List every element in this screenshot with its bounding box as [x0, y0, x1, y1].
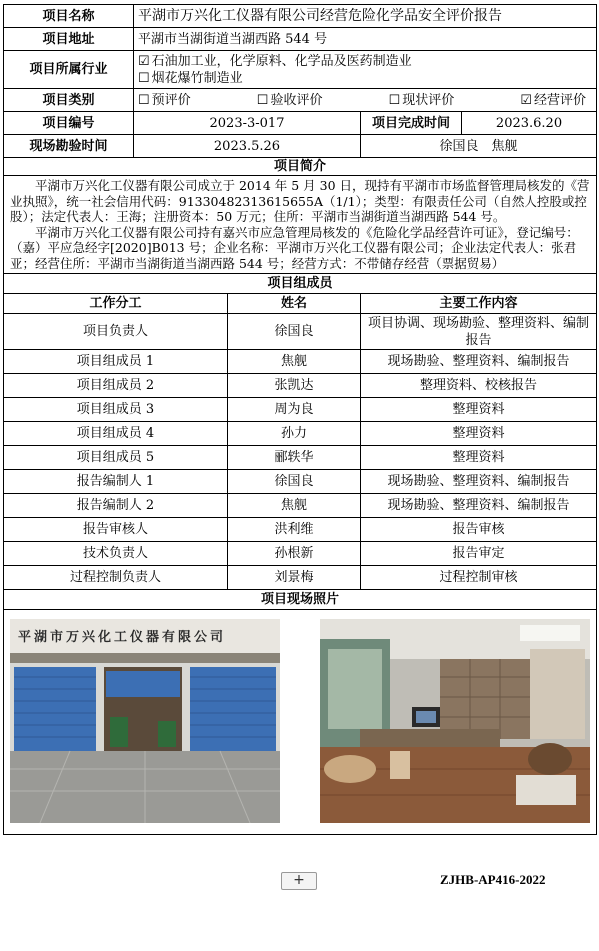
- team-work: 项目协调、现场勘验、整理资料、编制报告: [361, 314, 597, 350]
- team-work: 整理资料: [361, 398, 597, 422]
- team-name: 洪利维: [228, 518, 361, 542]
- team-role: 技术负责人: [4, 542, 228, 566]
- table-row: [4, 314, 597, 350]
- team-work: 报告审核: [361, 518, 597, 542]
- project-no-value: 2023-3-017: [134, 112, 361, 135]
- unchecked-box-icon: ☐: [256, 92, 269, 108]
- unchecked-box-icon: ☐: [388, 92, 401, 108]
- table-row: [4, 566, 597, 590]
- label-completion-time: 项目完成时间: [361, 112, 462, 135]
- industry-value: [134, 51, 597, 89]
- category-acceptance-evaluation: ☐ 验收评价: [256, 92, 323, 108]
- category-operation-evaluation: ☑ 经营评价: [520, 92, 587, 108]
- survey-people-value: 徐国良 焦舰: [361, 135, 597, 158]
- industry-option-1: [138, 53, 592, 70]
- label-project-no: 项目编号: [4, 112, 134, 135]
- industry-option-2: [138, 70, 592, 87]
- table-row: [4, 518, 597, 542]
- team-name: 周为良: [228, 398, 361, 422]
- team-role: 项目组成员 3: [4, 398, 228, 422]
- intro-section-title: 项目简介: [4, 158, 597, 176]
- team-name: 徐国良: [228, 470, 361, 494]
- table-row: [4, 350, 597, 374]
- storefront-photo: [10, 619, 280, 823]
- team-name: 孙力: [228, 422, 361, 446]
- report-info-table: [3, 4, 597, 835]
- table-row: [4, 422, 597, 446]
- team-name: 张凯达: [228, 374, 361, 398]
- team-role: 项目负责人: [4, 314, 228, 350]
- team-header-work: 主要工作内容: [361, 294, 597, 314]
- team-role: 项目组成员 5: [4, 446, 228, 470]
- completion-time-value: 2023.6.20: [462, 112, 597, 135]
- team-work: 现场勘验、整理资料、编制报告: [361, 350, 597, 374]
- checked-box-icon: ☑: [138, 53, 150, 69]
- checked-box-icon: ☑: [520, 92, 532, 108]
- team-work: 整理资料: [361, 446, 597, 470]
- team-role: 报告审核人: [4, 518, 228, 542]
- table-row: [4, 398, 597, 422]
- label-industry: 项目所属行业: [4, 51, 134, 89]
- unchecked-box-icon: ☐: [138, 70, 150, 86]
- storefront-sign-text: 平湖市万兴化工仪器有限公司: [18, 630, 227, 645]
- team-work: 过程控制审核: [361, 566, 597, 590]
- team-section-title: 项目组成员: [4, 274, 597, 294]
- label-project-address: 项目地址: [4, 28, 134, 51]
- table-row: [4, 470, 597, 494]
- survey-date-value: 2023.5.26: [134, 135, 361, 158]
- team-work: 现场勘验、整理资料、编制报告: [361, 470, 597, 494]
- photos-cell: [4, 610, 597, 835]
- team-name: 焦舰: [228, 350, 361, 374]
- table-row: [4, 542, 597, 566]
- unchecked-box-icon: ☐: [138, 92, 150, 108]
- team-role: 项目组成员 2: [4, 374, 228, 398]
- expand-button[interactable]: +: [281, 872, 317, 890]
- team-name: 郦轶华: [228, 446, 361, 470]
- intro-text: [4, 176, 597, 274]
- project-address-value: 平湖市当湖街道当湖西路 544 号: [134, 28, 597, 51]
- team-work: 现场勘验、整理资料、编制报告: [361, 494, 597, 518]
- photos-section-title: 项目现场照片: [4, 590, 597, 610]
- team-header-role: 工作分工: [4, 294, 228, 314]
- intro-paragraph-1: 平湖市万兴化工仪器有限公司成立于 2014 年 5 月 30 日，现持有平湖市市场监督管理局核发的《营业执照》，统一社会信用代码：91330482313615655A（1/1）；类型：有限责任公司（自然人控股或控股）；法定代表人：王海；注册资本：50 万元；住所：平湖市当湖街道当湖西路 544 号。: [10, 178, 590, 224]
- category-options: [134, 89, 597, 112]
- team-work: 报告审定: [361, 542, 597, 566]
- label-category: 项目类别: [4, 89, 134, 112]
- team-role: 项目组成员 1: [4, 350, 228, 374]
- label-survey-time: 现场勘验时间: [4, 135, 134, 158]
- team-header-name: 姓名: [228, 294, 361, 314]
- table-row: [4, 374, 597, 398]
- team-role: 报告编制人 1: [4, 470, 228, 494]
- category-pre-evaluation: ☐ 预评价: [138, 92, 191, 108]
- team-name: 徐国良: [228, 314, 361, 350]
- category-status-evaluation: ☐ 现状评价: [388, 92, 455, 108]
- label-project-name: 项目名称: [4, 5, 134, 28]
- team-role: 过程控制负责人: [4, 566, 228, 590]
- team-role: 项目组成员 4: [4, 422, 228, 446]
- team-work: 整理资料: [361, 422, 597, 446]
- team-name: 孙根新: [228, 542, 361, 566]
- team-name: 焦舰: [228, 494, 361, 518]
- document-code: ZJHB-AP416-2022: [440, 872, 546, 887]
- project-name-value: 平湖市万兴化工仪器有限公司经营危险化学品安全评价报告: [134, 5, 597, 28]
- office-photo: [320, 619, 590, 823]
- team-name: 刘景梅: [228, 566, 361, 590]
- industry-option-1-label: 石油加工业，化学原料、化学品及医药制造业: [151, 53, 412, 69]
- table-row: [4, 494, 597, 518]
- table-row: [4, 446, 597, 470]
- industry-option-2-label: 烟花爆竹制造业: [151, 70, 243, 86]
- intro-paragraph-2: 平湖市万兴化工仪器有限公司持有嘉兴市应急管理局核发的《危险化学品经营许可证》，登记编号：（嘉）平应急经字[2020]B013 号；企业名称：平湖市万兴化工仪器有限公司；企业法定代表人：张君亚；经营住所：平湖市当湖街道当湖西路 544 号；经营方式：不带储存经营（票据贸易）: [10, 224, 579, 271]
- team-work: 整理资料、校核报告: [361, 374, 597, 398]
- team-role: 报告编制人 2: [4, 494, 228, 518]
